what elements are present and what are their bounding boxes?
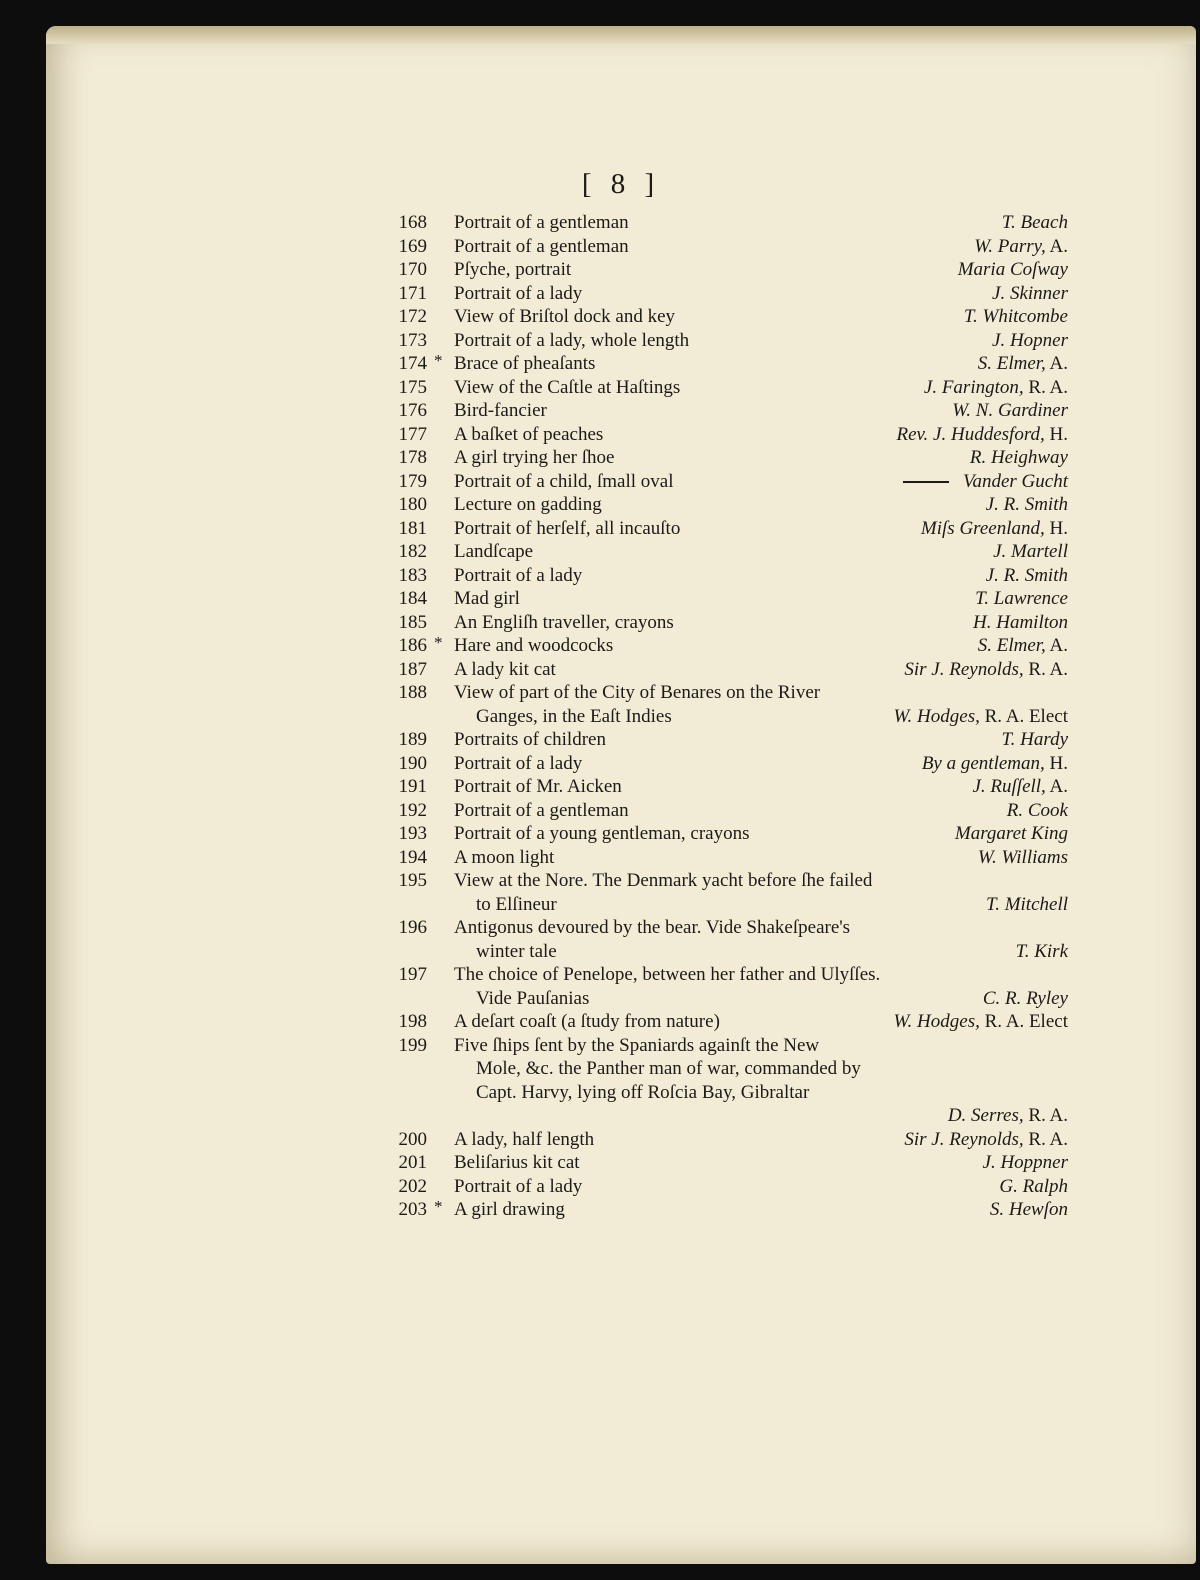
artist-name: H. Hamilton [973, 611, 1068, 633]
artist-name: J. Hopner [992, 329, 1068, 351]
entry-title: Portraits of children [454, 729, 606, 750]
entry-title: Bird-fancier [454, 400, 547, 421]
entry-title: Portrait of a child, ſmall oval [454, 470, 674, 492]
entry-number: 197 [398, 964, 427, 985]
entry-title: Mad girl [454, 588, 520, 609]
entry-artist [986, 565, 1068, 587]
entry-number: 172 [398, 306, 427, 327]
entry-artist [955, 823, 1068, 845]
artist-name: J. Skinner [992, 282, 1068, 304]
entry-title: A girl trying her ſhoe [454, 447, 615, 468]
catalogue-entry [46, 588, 1196, 612]
entry-title: Beliſarius kit cat [454, 1152, 580, 1173]
entry-number: 182 [398, 541, 427, 562]
catalogue-entry [46, 635, 1196, 659]
entry-artist [978, 847, 1068, 869]
artist-name: Rev. J. Huddesford, [896, 423, 1045, 445]
catalogue-entry [46, 1176, 1196, 1200]
catalogue-entry [46, 259, 1196, 283]
artist-name: By a gentleman, [921, 752, 1045, 774]
artist-name: Maria Coſway [957, 259, 1068, 280]
entry-number: 173 [398, 329, 427, 351]
entry-title: A girl drawing [454, 1199, 565, 1220]
entry-artist [973, 612, 1068, 634]
entry-title: Vide Pauſanias [476, 987, 590, 1009]
catalogue-entry [46, 847, 1196, 871]
entry-artist [974, 236, 1068, 258]
entry-number: 191 [398, 776, 427, 797]
entry-number: 194 [398, 846, 427, 868]
entry-title: Portrait of a gentleman [454, 235, 629, 257]
catalogue-entry [46, 1152, 1196, 1176]
artist-name: T. Whitcombe [963, 306, 1068, 327]
catalogue-entry [46, 330, 1196, 354]
artist-name: D. Serres, [947, 1105, 1024, 1126]
entry-title: Portrait of a lady [454, 564, 583, 586]
entry-title: Mole, &c. the Panther man of war, commanded by [476, 1058, 861, 1079]
artist-name: R. Cook [1006, 799, 1068, 821]
artist-name: J. Farington, [923, 376, 1024, 398]
entry-artist [992, 283, 1068, 305]
entry-artist [986, 494, 1068, 516]
catalogue-entry [46, 612, 1196, 636]
entry-title: Portrait of a lady [454, 282, 583, 304]
artist-name: Sir J. Reynolds, [904, 658, 1024, 680]
entry-title: A moon light [454, 846, 555, 868]
entry-title: View of the Caſtle at Haſtings [454, 376, 681, 398]
entry-artist [904, 659, 1068, 681]
entry-artist [986, 894, 1068, 916]
asterisk-mark: * [434, 351, 443, 370]
entry-title: A baſket of peaches [454, 423, 604, 445]
catalogue-entry [46, 753, 1196, 777]
artist-name: S. Elmer, [977, 353, 1046, 374]
catalogue-entry [46, 729, 1196, 753]
entry-number: 186 [398, 635, 427, 656]
artist-rank: A. [1045, 635, 1068, 656]
artist-name: W. Hodges, [893, 1011, 980, 1032]
entry-number: 179 [398, 470, 427, 492]
entry-number: 185 [398, 611, 427, 633]
artist-name: W. Hodges, [893, 705, 980, 727]
catalogue-entry [46, 988, 1196, 1012]
ditto-dash [903, 481, 949, 483]
catalogue-entry [46, 424, 1196, 448]
catalogue-entry [46, 565, 1196, 589]
entry-number: 196 [398, 917, 427, 938]
artist-rank: R. A. [1023, 658, 1068, 680]
entry-title: View of Briſtol dock and key [454, 306, 676, 327]
artist-name: T. Kirk [1015, 940, 1068, 962]
asterisk-mark: * [434, 633, 443, 652]
entry-number: 203 [398, 1199, 427, 1220]
catalogue-entry [46, 1082, 1196, 1106]
entry-title: to Elſineur [476, 893, 557, 915]
catalogue-entry [46, 870, 1196, 894]
entry-number: 188 [398, 682, 427, 703]
entry-title: Portrait of a lady [454, 1175, 583, 1197]
entry-artist [921, 518, 1068, 540]
entry-number: 202 [398, 1175, 427, 1197]
catalogue-entry [46, 1105, 1196, 1129]
artist-name: J. Hoppner [982, 1152, 1068, 1173]
artist-rank: H. [1044, 423, 1068, 445]
artist-name: C. R. Ryley [982, 987, 1068, 1009]
catalogue-entry [46, 823, 1196, 847]
entry-title: Portrait of a gentleman [454, 212, 629, 233]
artist-name: W. Parry, [974, 235, 1046, 257]
entry-number: 181 [398, 517, 427, 539]
entry-artist [990, 1199, 1068, 1221]
artist-name: T. Mitchell [986, 893, 1068, 915]
catalogue-entry [46, 541, 1196, 565]
catalogue-entry [46, 283, 1196, 307]
catalogue-entry [46, 800, 1196, 824]
artist-rank: R. A. [1023, 1105, 1068, 1126]
entry-title: A lady kit cat [454, 658, 556, 680]
catalogue-entry [46, 1058, 1196, 1082]
entry-artist [1002, 729, 1069, 751]
entry-title: Lecture on gadding [454, 494, 602, 515]
catalogue-entry [46, 236, 1196, 260]
asterisk-mark: * [434, 1197, 443, 1216]
entry-artist [993, 541, 1068, 563]
entry-title: The choice of Penelope, between her father and Ulyſſes. [454, 964, 881, 985]
catalogue-entry [46, 212, 1196, 236]
catalogue-entry [46, 1199, 1196, 1223]
entry-artist [948, 1105, 1068, 1127]
artist-name: Vander Gucht [962, 470, 1068, 492]
artist-rank: A. [1045, 235, 1068, 257]
artist-name: Margaret King [954, 823, 1068, 844]
artist-name: R. Heighway [969, 447, 1068, 468]
entry-number: 176 [398, 400, 427, 421]
catalogue-entry [46, 682, 1196, 706]
artist-rank: A. [1045, 776, 1068, 797]
artist-rank: R. A. [1023, 1128, 1068, 1150]
catalogue-entry [46, 306, 1196, 330]
artist-name: W. N. Gardiner [952, 400, 1068, 421]
entry-number: 193 [398, 823, 427, 844]
entry-number: 180 [398, 494, 427, 515]
artist-rank: R. A. [1023, 376, 1068, 398]
entry-title: Capt. Harvy, lying off Roſcia Bay, Gibraltar [476, 1081, 810, 1103]
artist-name: J. Martell [993, 541, 1068, 562]
artist-rank: R. A. Elect [979, 705, 1068, 727]
artist-name: J. R. Smith [985, 494, 1068, 515]
entry-title: Portrait of Mr. Aicken [454, 776, 622, 797]
catalogue-entry [46, 706, 1196, 730]
entry-number: 189 [398, 729, 427, 750]
catalogue-entry [46, 400, 1196, 424]
entry-number: 187 [398, 658, 427, 680]
catalogue-entry [46, 894, 1196, 918]
entry-artist [978, 353, 1068, 375]
entry-number: 192 [398, 799, 427, 821]
catalogue-entry [46, 1011, 1196, 1035]
catalogue-entry [46, 377, 1196, 401]
catalogue-entry [46, 447, 1196, 471]
entry-number: 177 [398, 423, 427, 445]
artist-name: T. Beach [1001, 212, 1068, 233]
catalogue-entry [46, 941, 1196, 965]
artist-name: S. Hewſon [989, 1199, 1068, 1220]
entry-title: Antigonus devoured by the bear. Vide Shakeſpeare's [454, 917, 851, 938]
entry-artist [897, 424, 1069, 446]
artist-rank: H. [1044, 752, 1068, 774]
entry-title: Portrait of herſelf, all incauſto [454, 517, 681, 539]
entry-title: A lady, half length [454, 1128, 595, 1150]
entry-title: View of part of the City of Benares on the River [454, 682, 821, 703]
entry-title: Landſcape [454, 541, 534, 562]
entry-title: winter tale [476, 940, 557, 962]
entry-number: 190 [398, 752, 427, 774]
artist-name: T. Hardy [1001, 729, 1068, 750]
entry-artist [903, 471, 1068, 493]
catalogue-entry [46, 776, 1196, 800]
entry-artist [983, 1152, 1068, 1174]
entry-title: Brace of pheaſants [454, 353, 596, 374]
entry-artist [992, 330, 1068, 352]
entry-artist [999, 1176, 1068, 1198]
artist-name: W. Williams [977, 846, 1068, 868]
book-page [46, 26, 1196, 1564]
artist-name: J. Ruſſell, [972, 776, 1046, 797]
artist-name: J. R. Smith [985, 564, 1068, 586]
entry-artist [893, 1011, 1068, 1033]
entry-number: 198 [398, 1011, 427, 1032]
entry-artist [952, 400, 1068, 422]
entry-title: Five ſhips ſent by the Spaniards againſt the New [454, 1034, 820, 1056]
entry-title: Portrait of a lady [454, 752, 583, 774]
entry-number: 199 [398, 1034, 427, 1056]
entry-artist [1002, 212, 1068, 234]
artist-rank: H. [1044, 517, 1068, 539]
entry-number: 168 [398, 212, 427, 233]
entry-artist [958, 259, 1068, 281]
entry-title: Pſyche, portrait [454, 259, 572, 280]
artist-name: G. Ralph [999, 1175, 1068, 1197]
artist-name: S. Elmer, [977, 635, 1046, 656]
entry-artist [983, 988, 1068, 1010]
entry-artist [1007, 800, 1068, 822]
entry-title: View at the Nore. The Denmark yacht before ſhe failed [454, 870, 873, 891]
catalogue-entries [46, 212, 1196, 1223]
entry-artist [904, 1129, 1068, 1151]
artist-rank: R. A. Elect [979, 1011, 1068, 1032]
entry-title: Ganges, in the Eaſt Indies [476, 705, 672, 727]
artist-name: T. Lawrence [975, 588, 1068, 609]
entry-artist [978, 635, 1068, 657]
entry-number: 178 [398, 447, 427, 468]
entry-artist [972, 776, 1068, 798]
entry-number: 183 [398, 564, 427, 586]
entry-number: 184 [398, 588, 427, 609]
page-number-header: [ 8 ] [581, 168, 661, 200]
entry-number: 201 [398, 1152, 427, 1173]
artist-name: Sir J. Reynolds, [904, 1128, 1024, 1150]
entry-title: Portrait of a young gentleman, crayons [454, 823, 750, 844]
entry-number: 171 [398, 282, 427, 304]
entry-title: An Engliſh traveller, crayons [454, 611, 674, 633]
entry-number: 174 [398, 353, 427, 374]
entry-title: Portrait of a lady, whole length [454, 329, 690, 351]
entry-artist [970, 447, 1068, 469]
entry-number: 200 [398, 1128, 427, 1150]
entry-number: 195 [398, 870, 427, 891]
catalogue-entry [46, 964, 1196, 988]
catalogue-entry [46, 471, 1196, 495]
artist-rank: A. [1045, 353, 1068, 374]
entry-artist [964, 306, 1068, 328]
catalogue-entry [46, 353, 1196, 377]
entry-title: Hare and woodcocks [454, 635, 614, 656]
entry-artist [1016, 941, 1068, 963]
entry-title: A deſart coaſt (a ſtudy from nature) [454, 1011, 720, 1032]
entry-number: 175 [398, 376, 427, 398]
entry-title: Portrait of a gentleman [454, 799, 629, 821]
catalogue-entry [46, 494, 1196, 518]
catalogue-entry [46, 659, 1196, 683]
catalogue-entry [46, 1129, 1196, 1153]
entry-number: 169 [398, 235, 427, 257]
catalogue-entry [46, 1035, 1196, 1059]
entry-artist [893, 706, 1068, 728]
artist-name: Miſs Greenland, [920, 517, 1045, 539]
catalogue-entry [46, 518, 1196, 542]
catalogue-entry [46, 917, 1196, 941]
entry-artist [922, 753, 1068, 775]
entry-artist [975, 588, 1068, 610]
entry-artist [924, 377, 1068, 399]
entry-number: 170 [398, 259, 427, 280]
